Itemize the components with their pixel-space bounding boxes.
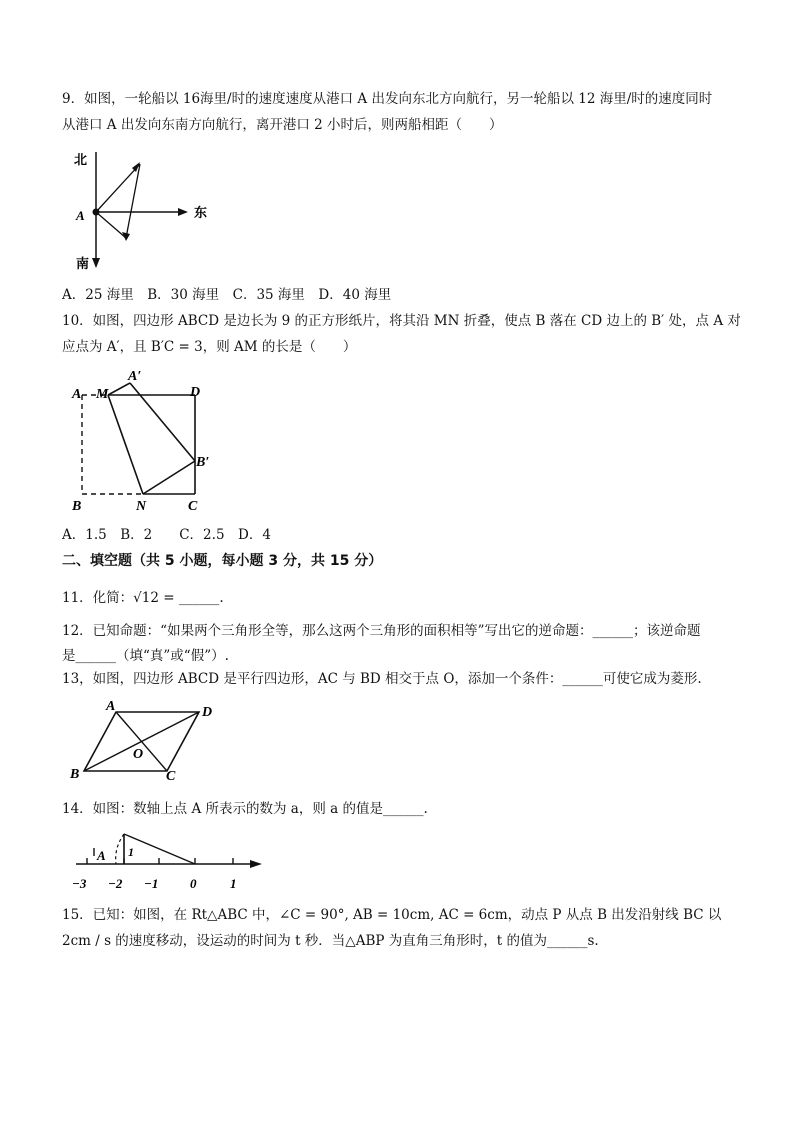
q12-stem-line1: 12．已知命题：“如果两个三角形全等，那么这两个三角形的面积相等”写出它的逆命题：______；该逆命题 [62, 623, 701, 639]
section-heading: 二、填空题（共 5 小题，每小题 3 分，共 15 分） [62, 553, 383, 569]
q11-stem: 11．化简：√12 = ______. [62, 590, 224, 606]
q9-compass-figure [66, 148, 216, 273]
label-d: D [190, 385, 201, 400]
east-label: 东 [194, 206, 208, 221]
q10-stem-line2: 应点为 A′，且 B′C = 3，则 AM 的长是（ ） [62, 339, 357, 355]
q10-options: A．1.5 B．2 C．2.5 D．4 [62, 527, 271, 543]
south-label: 南 [76, 257, 90, 272]
q9-stem-line2: 从港口 A 出发向东南方向航行，离开港口 2 小时后，则两船相距（ ） [62, 117, 503, 133]
label-n: N [136, 499, 147, 514]
label-a-prime: A′ [128, 369, 142, 384]
label-b-prime: B′ [196, 455, 210, 470]
label-d: D [202, 705, 213, 720]
tick-label: 1 [230, 876, 237, 891]
label-c: C [166, 769, 176, 784]
label-c: C [188, 499, 198, 514]
q13-stem: 13，如图，四边形 ABCD 是平行四边形，AC 与 BD 相交于点 O，添加一个条件：______可使它成为菱形. [62, 671, 702, 687]
label-a: A [72, 387, 82, 402]
q10-fold-figure [68, 364, 228, 514]
q15-stem-line1: 15．已知：如图，在 Rt△ABC 中，∠C = 90°, AB = 10cm, AC = 6cm，动点 P 从点 B 出发沿射线 BC 以 [62, 907, 722, 923]
q10-stem-line1: 10．如图，四边形 ABCD 是边长为 9 的正方形纸片，将其沿 MN 折叠，使点 B 落在 CD 边上的 B′ 处，点 A 对 [62, 313, 741, 329]
label-a: A [106, 699, 116, 714]
unit-one-label: 1 [128, 845, 134, 859]
label-b: B [70, 767, 80, 782]
q12-stem-line2: 是______（填“真”或“假”）. [62, 648, 229, 664]
q9-stem-line1: 9．如图，一轮船以 16海里/时的速度速度从港口 A 出发向东北方向航行，另一轮船以 12 海里/时的速度同时 [62, 91, 713, 107]
point-a-label: A [97, 848, 106, 863]
q14-stem: 14．如图：数轴上点 A 所表示的数为 a，则 a 的值是______. [62, 801, 428, 817]
tick-label: −1 [144, 876, 159, 891]
tick-label: 0 [190, 876, 197, 891]
q13-parallelogram-figure [66, 696, 226, 786]
q9-options: A．25 海里 B．30 海里 C．35 海里 D．40 海里 [62, 287, 392, 303]
label-o: O [133, 747, 144, 762]
label-m: M [96, 387, 109, 402]
tick-label: −3 [72, 876, 87, 891]
north-label: 北 [74, 153, 88, 168]
q14-number-line-figure [64, 826, 274, 896]
tick-label: −2 [108, 876, 123, 891]
label-b: B [72, 499, 82, 514]
point-a-label: A [76, 208, 85, 223]
q15-stem-line2: 2cm / s 的速度移动，设运动的时间为 t 秒．当△ABP 为直角三角形时，t 的值为______s. [62, 933, 599, 949]
